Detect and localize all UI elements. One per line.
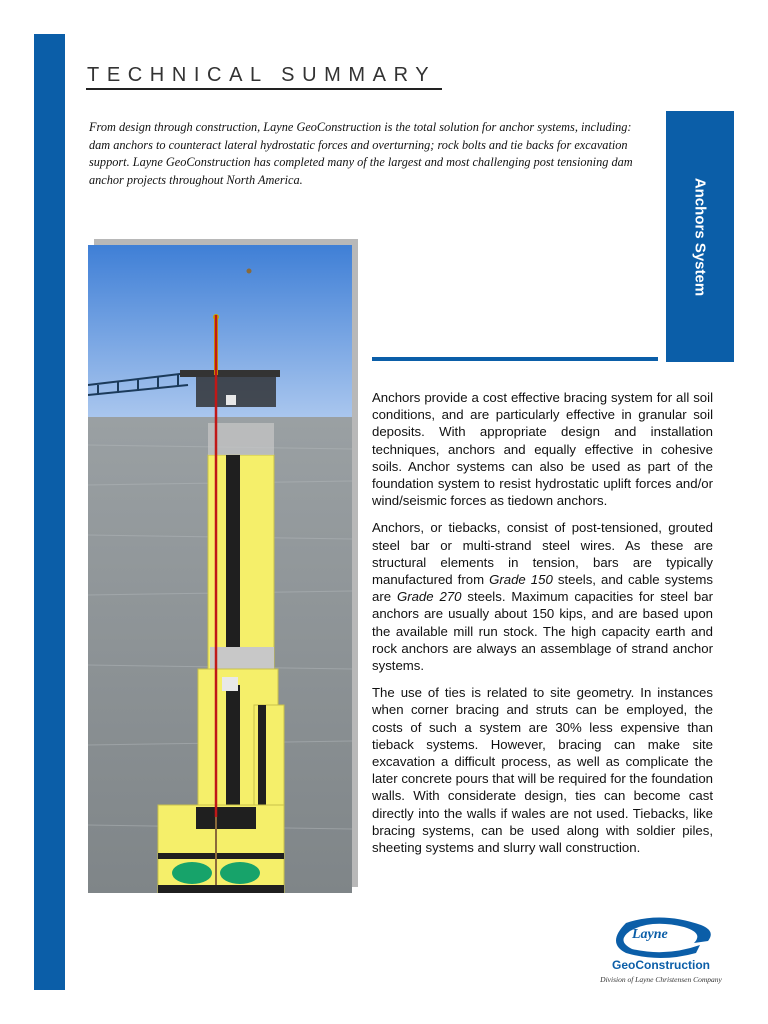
body-paragraph-3: The use of ties is related to site geometry. In instances when corner bracing and struts can be employed, the costs of such a system are 30% less expensive than tieback systems. However, bracing can make site excavation a difficult process, as well as complicate the later concrete pours that will be required for the foundation walls. With considerate design, ties can become cast directly into the walls if wales are not used. Tiebacks, like bracing systems, can be used along with soldier piles, sheeting systems and slurry wall construction. <box>372 685 713 856</box>
body-paragraph-2-part-a: Anchors, or tiebacks, consist of post-tensioned, grouted steel bar or multi-strand steel wires. As these are structural elements in tension, bars are typically manufactured from <box>372 520 713 588</box>
page-title: TECHNICAL SUMMARY <box>87 64 437 86</box>
side-tab-label: Anchors System <box>691 177 709 296</box>
intro-paragraph: From design through construction, Layne GeoConstruction is the total solution for anchor systems, including: dam anchors to counteract lateral hydrostatic forces and overturning; rock bolts and tie backs for excavation support. Layne GeoConstruction has completed many of the largest and most challenging post tensioning dam anchor projects throughout North America. <box>89 120 633 187</box>
body-paragraph-2 <box>372 519 713 674</box>
logo-company-name: GeoConstruction <box>612 958 710 972</box>
grade-150-term: Grade 150 <box>489 572 553 588</box>
body-text <box>372 389 713 866</box>
layne-logo <box>596 915 726 987</box>
grade-270-term: Grade 270 <box>396 589 462 605</box>
side-tab <box>666 111 734 362</box>
section-divider <box>372 357 658 361</box>
logo-wordmark: Layne <box>632 927 668 942</box>
logo-tagline: Division of Layne Christensen Company <box>600 975 722 984</box>
body-paragraph-2-part-c: steels. Maximum capacities for steel bar anchors are usually about 150 kips, and are based upon the available mill run stock. The high capacity earth and rock anchors are always an assemblage of strand anchor systems. <box>372 589 713 674</box>
body-paragraph-1: Anchors provide a cost effective bracing system for all soil conditions, and are particularly effective in granular soil deposits. With appropriate design and installation techniques, anchors and equally effective in cohesive soils. Anchor systems can also be used as part of the foundation system to resist hydrostatic uplift forces and/or wind/seismic forces as tiedown anchors. <box>372 390 713 509</box>
body-paragraph-2-part-b: steels, and cable systems are <box>372 572 713 605</box>
dam-anchor-illustration <box>88 245 352 893</box>
left-accent-bar <box>34 34 65 990</box>
title-underline <box>86 88 442 90</box>
